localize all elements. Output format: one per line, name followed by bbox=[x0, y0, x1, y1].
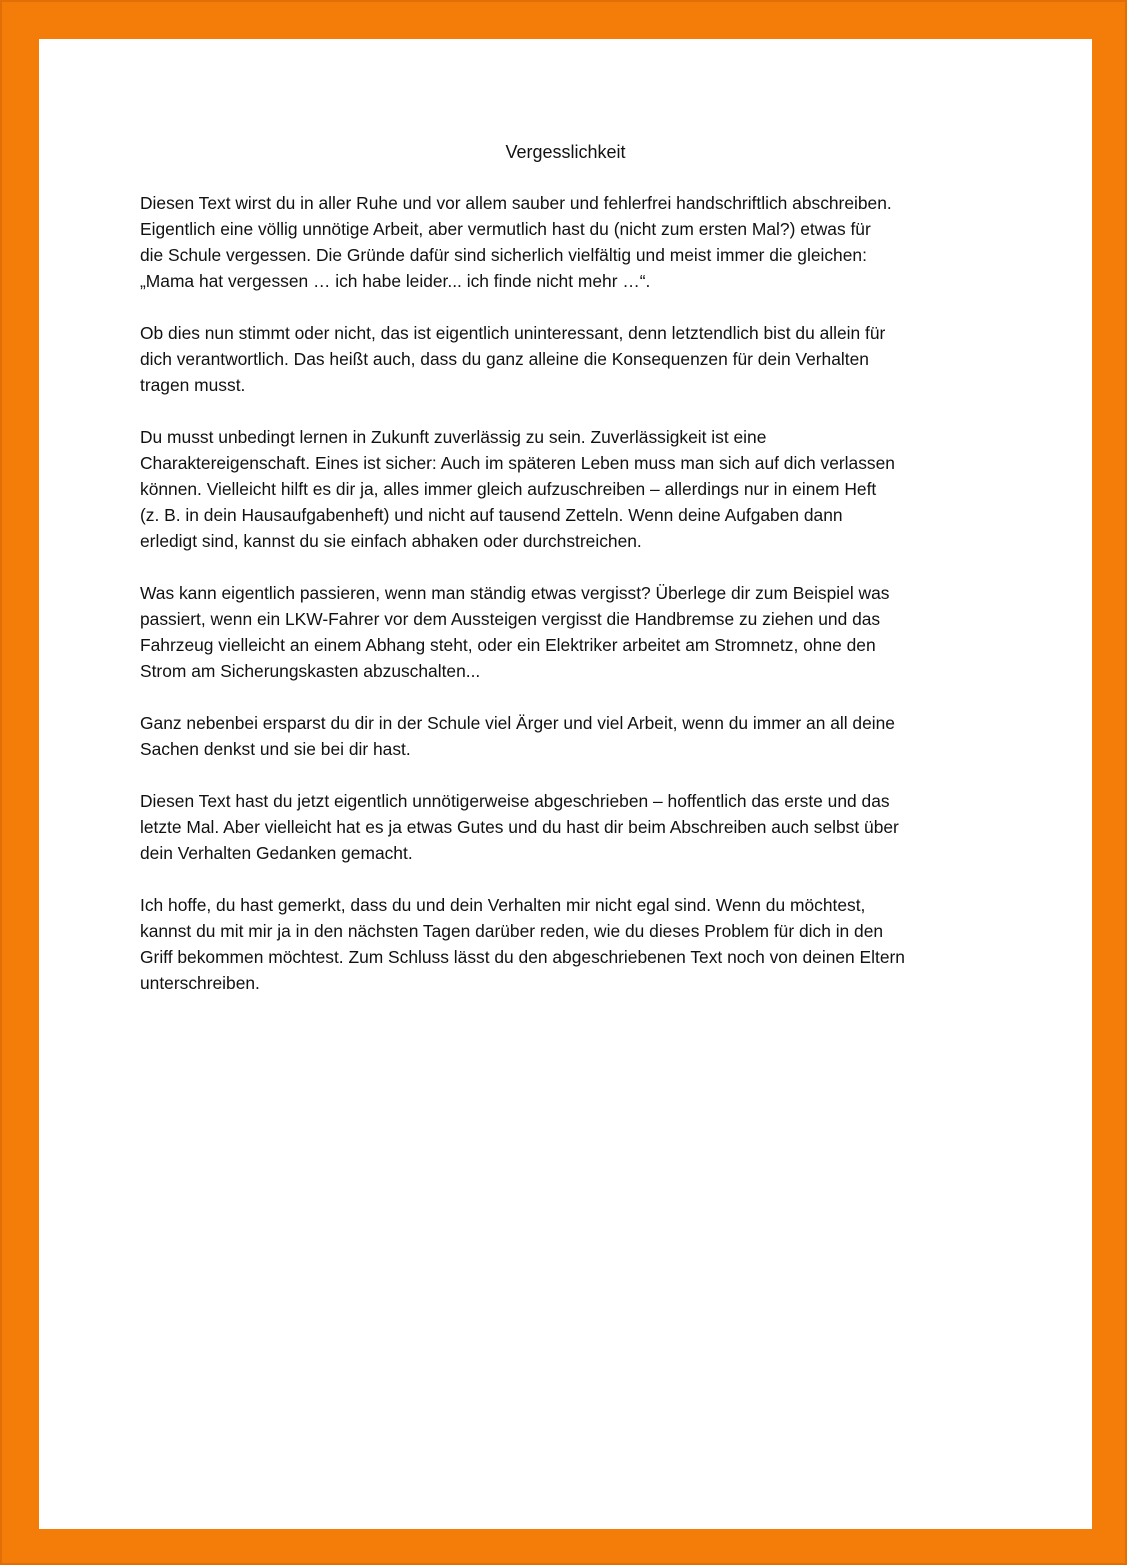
text-line: Was kann eigentlich passieren, wenn man ständig etwas vergisst? Überlege dir zum Beispiel was bbox=[140, 583, 890, 603]
text-line: Ich hoffe, du hast gemerkt, dass du und dein Verhalten mir nicht egal sind. Wenn du möchtest, bbox=[140, 895, 866, 915]
text-line: letzte Mal. Aber vielleicht hat es ja etwas Gutes und du hast dir beim Abschreiben auch selbst über bbox=[140, 817, 899, 837]
text-line: dein Verhalten Gedanken gemacht. bbox=[140, 843, 413, 863]
text-line: Sachen denkst und sie bei dir hast. bbox=[140, 739, 411, 759]
text-line: Strom am Sicherungskasten abzuschalten... bbox=[140, 661, 481, 681]
text-line: Ganz nebenbei ersparst du dir in der Schule viel Ärger und viel Arbeit, wenn du immer an all deine bbox=[140, 713, 895, 733]
text-line: (z. B. in dein Hausaufgabenheft) und nicht auf tausend Zetteln. Wenn deine Aufgaben dann bbox=[140, 505, 843, 525]
document-page bbox=[39, 39, 1092, 1529]
text-line: Du musst unbedingt lernen in Zukunft zuverlässig zu sein. Zuverlässigkeit ist eine bbox=[140, 427, 767, 447]
text-line: die Schule vergessen. Die Gründe dafür sind sicherlich vielfältig und meist immer die gleichen: bbox=[140, 245, 867, 265]
paragraph-7 bbox=[140, 892, 1002, 996]
text-line: Ob dies nun stimmt oder nicht, das ist eigentlich uninteressant, denn letztendlich bist du allein für bbox=[140, 323, 886, 343]
document-title: Vergesslichkeit bbox=[505, 142, 626, 162]
text-line: Charaktereigenschaft. Eines ist sicher: Auch im späteren Leben muss man sich auf dich verlassen bbox=[140, 453, 895, 473]
text-line: Diesen Text wirst du in aller Ruhe und vor allem sauber und fehlerfrei handschriftlich abschreiben. bbox=[140, 193, 892, 213]
text-line: passiert, wenn ein LKW-Fahrer vor dem Aussteigen vergisst die Handbremse zu ziehen und das bbox=[140, 609, 881, 629]
paragraph-4 bbox=[140, 580, 1002, 684]
paragraph-5 bbox=[140, 710, 1002, 762]
text-line: Fahrzeug vielleicht an einem Abhang steht, oder ein Elektriker arbeitet am Stromnetz, ohne den bbox=[140, 635, 876, 655]
paragraph-6 bbox=[140, 788, 1002, 866]
document-body bbox=[140, 190, 1002, 1022]
text-line: Eigentlich eine völlig unnötige Arbeit, aber vermutlich hast du (nicht zum ersten Mal?) etwas für bbox=[140, 219, 871, 239]
paragraph-3 bbox=[140, 424, 1002, 554]
text-line: unterschreiben. bbox=[140, 973, 260, 993]
text-line: tragen musst. bbox=[140, 375, 246, 395]
paragraph-1 bbox=[140, 190, 1002, 294]
text-line: „Mama hat vergessen … ich habe leider... ich finde nicht mehr …“. bbox=[140, 271, 651, 291]
text-line: dich verantwortlich. Das heißt auch, dass du ganz alleine die Konsequenzen für dein Verhalten bbox=[140, 349, 869, 369]
text-line: können. Vielleicht hilft es dir ja, alles immer gleich aufzuschreiben – allerdings nur in einem Heft bbox=[140, 479, 877, 499]
text-line: Griff bekommen möchtest. Zum Schluss lässt du den abgeschriebenen Text noch von deinen Eltern bbox=[140, 947, 905, 967]
text-line: Diesen Text hast du jetzt eigentlich unnötigerweise abgeschrieben – hoffentlich das erste und das bbox=[140, 791, 890, 811]
text-line: kannst du mit mir ja in den nächsten Tagen darüber reden, wie du dieses Problem für dich in den bbox=[140, 921, 884, 941]
paragraph-2 bbox=[140, 320, 1002, 398]
text-line: erledigt sind, kannst du sie einfach abhaken oder durchstreichen. bbox=[140, 531, 642, 551]
